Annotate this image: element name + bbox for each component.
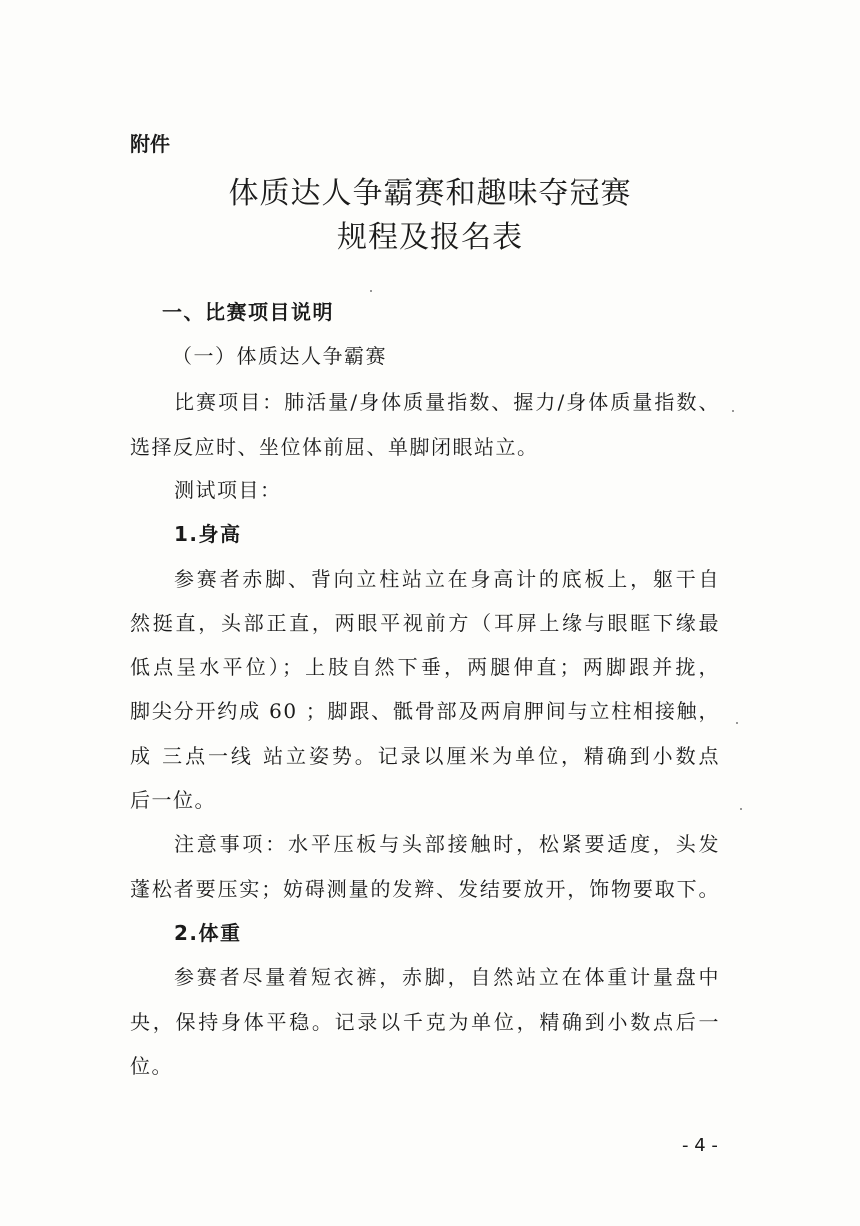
item-body-line: 脚尖分开约成 60 ；脚跟、骶骨部及两肩胛间与立柱相接触， [130,699,720,723]
item-body-line: 成 三点一线 站立姿势。记录以厘米为单位，精确到小数点 [130,744,720,768]
competition-items-line-1: 比赛项目：肺活量/身体质量指数、握力/身体质量指数、 [174,390,720,414]
item-body-line: 参赛者尽量着短衣裤，赤脚，自然站立在体重计量盘中 [174,965,720,989]
attachment-label: 附件 [130,132,170,156]
page-number: - 4 - [682,1135,718,1156]
item-body-line: 央，保持身体平稳。记录以千克为单位，精确到小数点后一 [130,1010,720,1034]
item-heading-weight: 2.体重 [174,921,242,945]
competition-items-line-2: 选择反应时、坐位体前屈、单脚闭眼站立。 [130,435,539,459]
note-line: 注意事项：水平压板与头部接触时，松紧要适度，头发 [174,832,720,856]
document-title-line-2: 规程及报名表 [337,220,523,255]
item-body-line: 然挺直，头部正直，两眼平视前方（耳屏上缘与眼眶下缘最 [130,611,720,635]
item-body-line: 低点呈水平位）；上肢自然下垂，两腿伸直；两脚跟并拢， [130,655,720,679]
item-heading-height: 1.身高 [174,522,242,546]
scan-speck [732,410,734,412]
scan-speck [370,290,372,292]
document-title-line-1: 体质达人争霸赛和趣味夺冠赛 [228,176,632,211]
item-body-line: 后一位。 [130,788,216,812]
test-items-label: 测试项目： [174,478,282,502]
note-line: 蓬松者要压实；妨碍测量的发辫、发结要放开，饰物要取下。 [130,877,720,901]
scan-speck [740,808,742,810]
item-body-line: 位。 [130,1054,173,1078]
subsection-heading: （一）体质达人争霸赛 [172,344,387,368]
item-body-line: 参赛者赤脚、背向立柱站立在身高计的底板上，躯干自 [174,567,720,591]
section-heading: 一、比赛项目说明 [162,300,334,324]
scan-speck [736,722,738,724]
